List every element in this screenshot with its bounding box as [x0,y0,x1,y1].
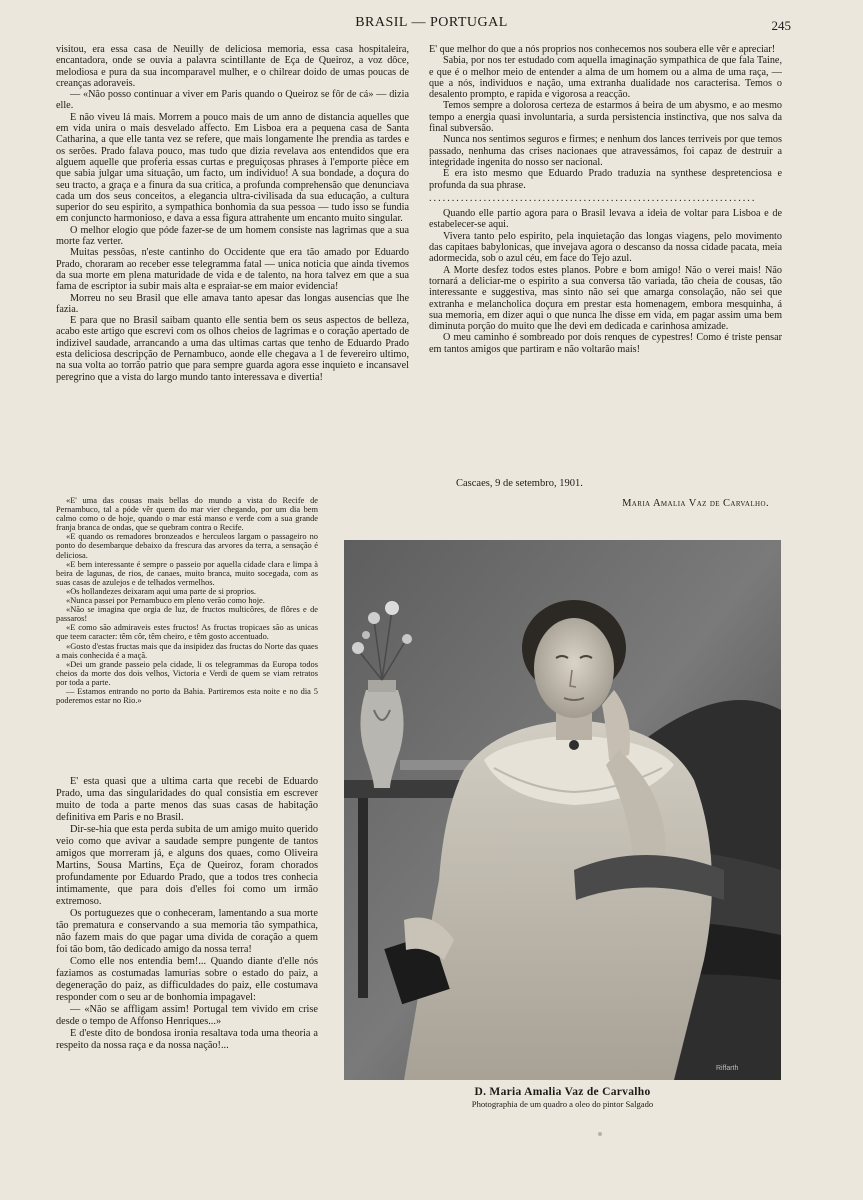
quote-paragraph: «Os hollandezes deixaram aqui uma parte de si proprios. [66,586,257,596]
article-column-left-top [56,44,409,383]
quote-paragraph: «E como são admiraveis estes fructos! As fructas tropicaes são as unicas que teem caracter: têm côr, têm cheiro, e têm gosto accentuado. [56,623,318,642]
paragraph: Vivera tanto pelo espirito, pela inquietação das longas viagens, pelo movimento das capitaes babylonicas, que invejava agora o descanso da nossa cidade pacata, meia adormecida, sob o azul céu, em face do Tejo azul. [429,230,782,265]
paragraph: O meu caminho é sombreado por dois renques de cypestres! Como é triste pensar em tantos amigos que partiram e não voltarão mais! [429,332,782,355]
artist-mark: Riffarth [716,1065,739,1072]
paragraph: E' que melhor do que a nós proprios nos conhecemos nos soubera elle vêr e apreciar! [429,44,776,55]
paragraph: E d'este dito de bondosa ironia resaltava toda uma theoria a respeito da nossa raça e da nossa nação!... [56,1028,318,1051]
quote-paragraph: «Nunca passei por Pernambuco em pleno verão como hoje. [66,596,265,606]
paragraph: Os portuguezes que o conheceram, lamentando a sua morte tão prematura e conservando a sua memoria tão sympathica, não fazem mais do que pagar uma divida de coração a quem foi tão bom, tão dedicado amigo da nossa terra! [56,908,318,955]
paragraph: E era isto mesmo que Eduardo Prado traduzia na synthese despretenciosa e profunda da sua phrase. [429,168,782,191]
paragraph: Nunca nos sentimos seguros e firmes; e nenhum dos lances terriveis por que temos passado, nenhuma das crises nacionaes que atravessámos, foi capaz de destruir a integridade ingenita do nosso ser nacional. [429,134,782,168]
portrait-caption-title: D. Maria Amalia Vaz de Carvalho [474,1086,651,1098]
quote-paragraph: «Dei um grande passeio pela cidade, li os telegrammas da Europa todos cheios da morte dos dois velhos, Victoria e Verdi de quem se viam retratos por toda a parte. [56,659,318,687]
paragraph: E não viveu lá mais. Morrem a pouco mais de um anno de distancia aquelles que em vida unira o mais desvelado affecto. Em Lisboa era a pequena casa de Santa Catharina, a que elle tanta vez se refere, que mais longamente lhe prendia as tardes e os serões. Prado falava pouco, mas tudo que dizia revelava aos entendidos que era alguem aquelle que proferia essas curtas e preguiçosas phrases à l'emporte pièce em que sabia julgar uma situação, um facto, um individuo! A sua bondade, a doçura do seu tracto, a graça e a finura da sua critica, a profunda comprehensão que denunciava cada um dos seus conceitos, a elegancia ultra-civilisada da sua educação, a cultura superior do seu espirito, a sympathica bonhomia da sua pessoa — tudo isso se fundia em conjuncto harmonioso, e dava a essa figura attrahente um encanto muito singular. [56,111,409,225]
quote-paragraph: «E quando os remadores bronzeados e herculeos largam o passageiro no ponto do desembarque debaixo da frescura das arvores da terra, a sensação é deliciosa. [56,532,318,560]
paragraph: — «Não se affligam assim! Portugal tem vivido em crise desde o tempo de Affonso Henriques...» [56,1004,318,1027]
paragraph: E' esta quasi que a ultima carta que recebi de Eduardo Prado, uma das singularidades do qual consistia em escrever muito de toda a parte menos das suas casas de habitação definitiva em Paris e no Brasil. [56,776,318,823]
paragraph: Quando elle partio agora para o Brasil levava a ideia de voltar para Lisboa e de estabelecer-se aqui. [429,208,782,231]
paper-speck [598,1132,602,1136]
paragraph: Muitas pessôas, n'este cantinho do Occidente que era tão amado por Eduardo Prado, choraram ao receber esse telegramma fatal — unica noticia que ainda tivemos da sua morte em plena maturidade de vida e de talento, na hora talvez em que a sua fama de escriptor ia subir mais alta e espraiar-se em maior evidencia! [56,247,409,293]
section-break-dots: ........................................................................ [429,192,757,204]
article-column-left-bottom [56,776,318,1052]
paragraph: visitou, era essa casa de Neuilly de deliciosa memoria, essa casa hospitaleira, encantadora, onde se ouvia a palavra scintillante de Eça de Queiroz, a voz dôce, melodiosa e pura da sua incomparavel mulher, e o chilrear doido de umas poucas de creanças adoraveis. [56,44,409,89]
author-signature: Maria Amalia Vaz de Carvalho. [622,498,769,509]
quote-paragraph: «Não se imagina que orgia de luz, de fructos multicôres, de flôres e de passaros! [56,605,318,624]
paragraph: Temos sempre a dolorosa certeza de estarmos á beira de um abysmo, e ao mesmo tempo a energia quasi involuntaria, a surda persistencia instinctiva, que nos salva da final subversão. [429,100,782,135]
quote-paragraph: «E bem interessante é sempre o passeio por aquella cidade clara e limpa à beira de lagunas, de rios, de canaes, muito branca, muito socegada, com as suas casas de azulejos e de telhados vermelhos. [56,559,318,587]
paragraph: Como elle nos entendia bem!... Quando diante d'elle nós faziamos as costumadas lamurias sobre o estado do paiz, a degeneração do paiz, as difficuldades do paiz, elle costumava responder com o seu ar de bonhomia impagavel: [56,956,318,1003]
portrait-illustration [344,540,781,1080]
paragraph: Dir-se-hia que esta perda subita de um amigo muito querido veio como que avivar a saudade sempre pungente de tantos amigos que morreram já, e alguns dos quaes, como Oliveira Martins, Sousa Martins, Eça de Queiroz, foram chorados profundamente por Eduardo Prado, que a todos tres conhecia intimamente, que para dois d'elles foi como um irmão extremoso. [56,824,318,907]
dateline: Cascaes, 9 de setembro, 1901. [456,478,583,489]
letter-quote [56,496,318,705]
quote-paragraph: «Gosto d'estas fructas mais que da insipidez das fructas do Norte das quaes a mais conhecida é a maçã. [56,641,318,660]
quote-paragraph: «E' uma das cousas mais bellas do mundo a vista do Recife de Pernambuco, tal a póde vêr quem do mar vier chegando, por um dia bem calmo como o de hoje, quando o mar está manso e verde com a sua grande franja branca de ondas, que se quebram contra o Recife. [56,496,318,533]
paragraph: Morreu no seu Brasil que elle amava tanto apesar das longas ausencias que lhe fazia. [56,292,409,315]
page-number: 245 [771,18,791,33]
portrait-caption-subtitle: Photographia de um quadro a oleo do pintor Salgado [471,1099,654,1109]
paragraph: O melhor elogio que póde fazer-se de um homem consiste nas lagrimas que a sua morte faz verter. [56,224,409,248]
paragraph: — «Não posso continuar a viver em Paris quando o Queiroz se fôr de cá» — dizia elle. [56,89,409,112]
article-column-right [429,44,782,355]
quote-paragraph: — Estamos entrando no porto da Bahia. Partiremos esta noite e no dia 5 poderemos estar no Rio.» [56,686,318,706]
paragraph: E para que no Brasil saibam quanto elle sentia bem os seus aspectos de belleza, acabo este artigo que escrevi com os olhos cheios de lagrimas e o coração apertado de indizivel saudade, arrancando a uma das ultimas cartas que tenho de Eduardo Prado esta deliciosa descripção de Pernambuco, aonde elle chegava a 1 de fevereiro ultimo, na sua volta ao torrão patrio que para sempre guarda agora esse inquieto e incansavel peregrino que a vista do largo mundo tanto interessava e divertia! [56,315,409,383]
running-title: BRASIL — PORTUGAL [355,15,508,30]
paragraph: Sabia, por nos ter estudado com aquella imaginação sympathica de que fala Taine, e que é o melhor meio de entender a alma de um homem ou a alma de uma raça, — que a nós, individuos e nação, uma extranha dualidade nos caracterisa. Temos o desalento prompto, e rapida e vigorosa a reacção. [429,55,782,101]
portrait-photograph [344,540,781,1080]
paragraph: A Morte desfez todos estes planos. Pobre e bom amigo! Não o verei mais! Não tornará a deliciar-me o espirito a sua conversa tão variada, tão cheia de cousas, tão interessante e suggestiva, mas sinto não sei que amarga consolação, não sei que extranha e melancholica doçura em prestar esta homenagem, embora mesquinha, á sua memoria, em dizer aqui o que nunca lhe disse em vida, em pagar assim uma bem diminuta porção do muito que lhe devi em dedicada e carinhosa amizade. [429,264,782,333]
